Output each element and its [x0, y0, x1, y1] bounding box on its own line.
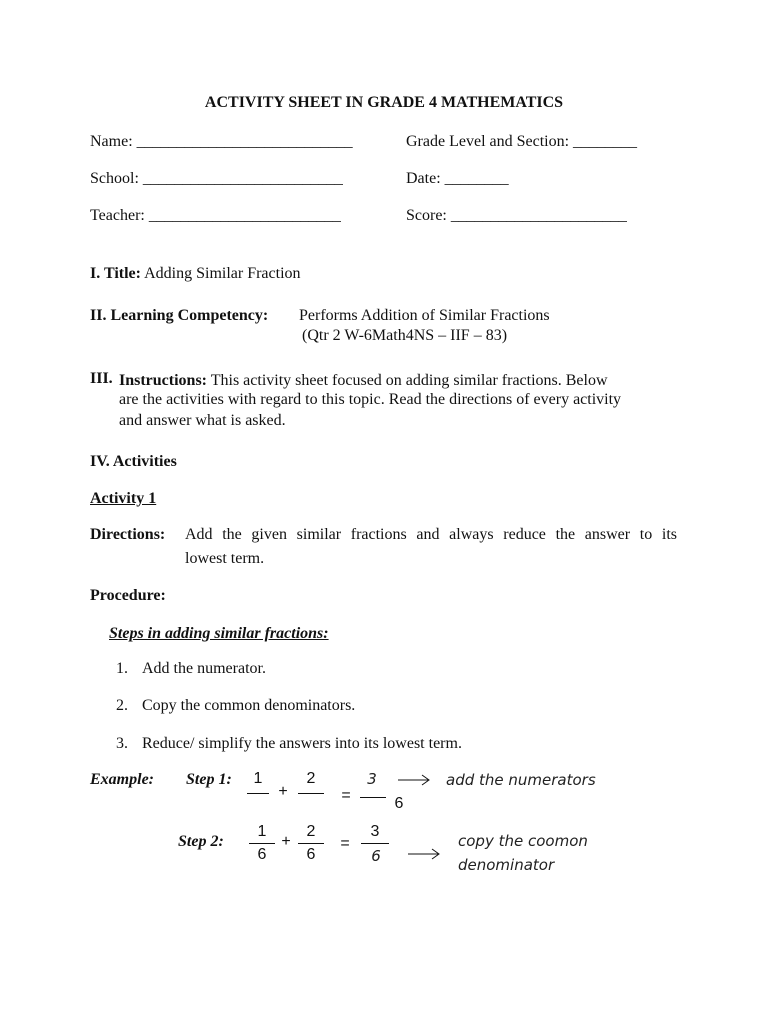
step1-result-numerator: 3 — [367, 770, 377, 788]
competency-line1: Performs Addition of Similar Fractions — [299, 307, 550, 324]
directions-line1: Add the given similar fractions and always reduce the answer to its — [185, 526, 677, 543]
instructions-label: Instructions: — [119, 372, 208, 389]
fraction-bar — [360, 797, 386, 798]
step-number: 2. — [116, 697, 128, 714]
step-text: Copy the common denominators. — [142, 697, 356, 714]
step2-numerator-2: 2 — [306, 823, 316, 840]
competency-code: (Qtr 2 W-6Math4NS – IIF – 83) — [302, 327, 508, 344]
name-field[interactable]: Name: ___________________________ — [90, 133, 353, 150]
arrow-right-icon — [408, 848, 442, 860]
date-field[interactable]: Date: ________ — [406, 170, 509, 187]
grade-section-field[interactable]: Grade Level and Section: ________ — [406, 133, 638, 150]
arrow-right-icon — [398, 774, 432, 786]
step1-result-denominator: 6 — [394, 795, 404, 812]
instructions-paragraph — [119, 370, 677, 391]
step-number: 1. — [116, 660, 128, 677]
competency-label: II. Learning Competency: — [90, 307, 269, 324]
list-item — [116, 660, 266, 678]
step1-numerator-1: 1 — [253, 770, 263, 787]
step2-note-line2: denominator — [458, 856, 555, 874]
teacher-field[interactable]: Teacher: ________________________ — [90, 207, 341, 224]
activity-title: Activity 1 — [90, 490, 157, 507]
list-item — [116, 697, 355, 715]
step2-numerator-1: 1 — [257, 823, 267, 840]
instructions-line2: are the activities with regard to this topic. Read the directions of every activity — [119, 391, 622, 408]
step1-label: Step 1: — [186, 771, 232, 788]
section-title-text: Adding Similar Fraction — [144, 265, 301, 282]
step2-result-denominator: 6 — [371, 847, 381, 865]
step2-note-line1: copy the coomon — [458, 832, 588, 850]
section-title-label: I. Title: — [90, 265, 141, 282]
procedure-label: Procedure: — [90, 587, 166, 604]
step-text: Reduce/ simplify the answers into its lowest term. — [142, 735, 462, 752]
list-item — [116, 735, 462, 753]
score-field[interactable]: Score: ______________________ — [406, 207, 627, 224]
step-number: 3. — [116, 735, 128, 752]
example-label: Example: — [90, 771, 154, 788]
step1-plus: + — [278, 783, 288, 800]
step-text: Add the numerator. — [142, 660, 266, 677]
activities-heading: IV. Activities — [90, 453, 177, 470]
step2-denominator-2: 6 — [306, 846, 316, 863]
step2-result-numerator: 3 — [370, 823, 380, 840]
step1-equals: = — [341, 787, 351, 804]
step2-label: Step 2: — [178, 833, 224, 850]
instructions-line3: and answer what is asked. — [119, 412, 286, 429]
fraction-bar — [298, 843, 324, 844]
fraction-bar — [361, 843, 389, 844]
school-field[interactable]: School: _________________________ — [90, 170, 343, 187]
step1-numerator-2: 2 — [306, 770, 316, 787]
instructions-number: III. — [90, 370, 113, 387]
directions-label: Directions: — [90, 526, 166, 543]
step2-denominator-1: 6 — [257, 846, 267, 863]
directions-line2: lowest term. — [185, 550, 265, 567]
steps-heading: Steps in adding similar fractions: — [109, 625, 329, 642]
step1-note: add the numerators — [446, 771, 596, 789]
section-title — [90, 265, 301, 283]
page-title: ACTIVITY SHEET IN GRADE 4 MATHEMATICS — [204, 94, 564, 111]
step2-equals: = — [340, 835, 350, 852]
instructions-line1: This activity sheet focused on adding similar fractions. Below — [210, 372, 608, 389]
fraction-bar — [247, 793, 269, 794]
fraction-bar — [298, 793, 324, 794]
fraction-bar — [249, 843, 275, 844]
step2-plus: + — [281, 833, 291, 850]
